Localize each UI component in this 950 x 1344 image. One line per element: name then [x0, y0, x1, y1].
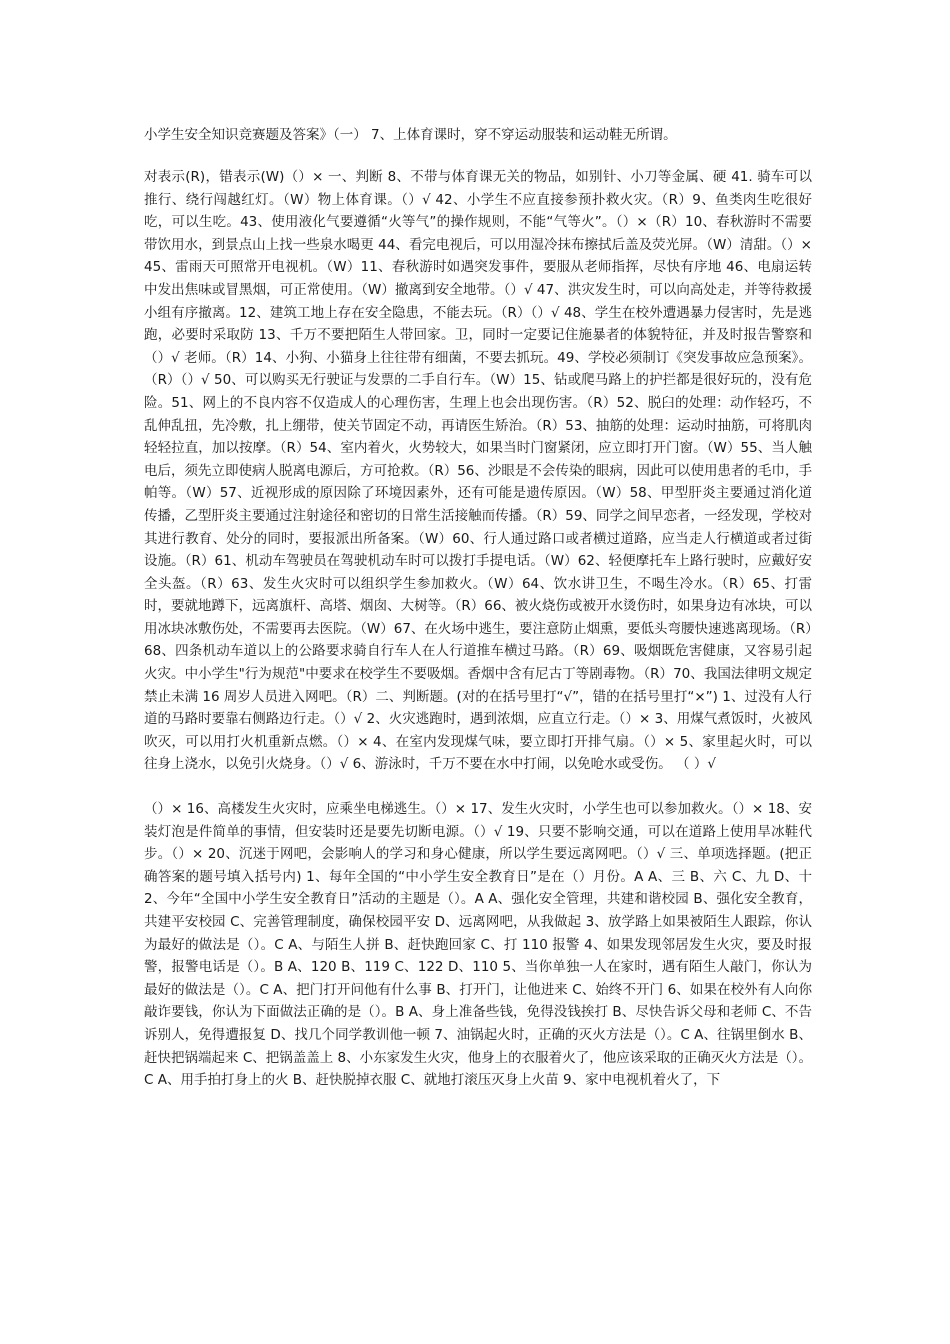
- paragraph-true-false-questions: 对表示(R)，错表示(W)（）× 一、判断 8、不带与体育课无关的物品，如别针、小刀等金属、硬 41. 骑车可以推行、绕行闯越红灯。（W）物上体育课。（）√ 42、小学生不应直接参预扑救火灾。（R）9、鱼类肉生吃很好吃，可以生吃。43、使用液化气要遵循“火等气”的操作规则，不能“气等火”。（）×（R）10、春秋游时不需要带饮用水，到景点山上找一些泉水喝更 44、看完电视后，可以用湿冷抹布擦拭后盖及荧光屏。（W）清甜。（）× 45、雷雨天可照常开电视机。（W）11、春秋游时如遇突发事件，要服从老师指挥，尽快有序地 46、电扇运转中发出焦味或冒黑烟，可正常使用。（W）撤离到安全地带。（）√ 47、洪灾发生时，可以向高处走，并等待救援小组有序撤离。12、建筑工地上存在安全隐患，不能去玩。（R）（）√ 48、学生在校外遭遇暴力侵害时，先是逃跑，必要时采取防 13、千万不要把陌生人带回家。卫，同时一定要记住施暴者的体貌特征，并及时报告警察和（）√ 老师。（R）14、小狗、小猫身上往往带有细菌，不要去抓玩。49、学校必须制订《突发事故应急预案》。（R）（）√ 50、可以购买无行驶证与发票的二手自行车。（W）15、钻或爬马路上的护拦都是很好玩的，没有危险。51、网上的不良内容不仅造成人的心理伤害，生理上也会出现伤害。（R）52、脱臼的处理：动作轻巧，不乱伸乱扭，先冷敷，扎上绷带，使关节固定不动，再请医生矫治。（R）53、抽筋的处理：运动时抽筋，可将肌肉轻轻拉直，加以按摩。（R）54、室内着火，火势较大，如果当时门窗紧闭，应立即打开门窗。（W）55、当人触电后，须先立即使病人脱离电源后，方可抢救。（R）56、沙眼是不会传染的眼病，因此可以使用患者的毛巾，手帕等。（W）57、近视形成的原因除了环境因素外，还有可能是遗传原因。（W）58、甲型肝炎主要通过消化道传播，乙型肝炎主要通过注射途径和密切的日常生活接触而传播。（R）59、同学之间早恋者，一经发现，学校对其进行教育、处分的同时，要报派出所备案。（W）60、行人通过路口或者横过道路，应当走人行横道或者过街设施。（R）61、机动车驾驶员在驾驶机动车时可以拨打手提电话。（W）62、轻便摩托车上路行驶时，应戴好安全头盔。（R）63、发生火灾时可以组织学生参加救火。（W）64、饮水讲卫生，不喝生冷水。（R）65、打雷时，要就地蹲下，远离旗杆、高塔、烟囱、大树等。（R）66、被火烧伤或被开水烫伤时，如果身边有冰块，可以用冰块冰敷伤处，不需要再去医院。（W）67、在火场中逃生，要注意防止烟熏，要低头弯腰快速逃离现场。（R）68、四条机动车道以上的公路要求骑自行车人在人行道推车横过马路。（R）69、吸烟既危害健康，又容易引起火灾。中小学生"行为规范"中要求在校学生不要吸烟。香烟中含有尼古丁等剧毒物。（R）70、我国法律明文规定禁止未满 16 周岁人员进入网吧。（R）二、判断题。(对的在括号里打“√”，错的在括号里打“×”) 1、过没有人行道的马路时要靠右侧路边行走。（）√ 2、火灾逃跑时，遇到浓烟，应直立行走。（）× 3、用煤气煮饭时，火被风吹灭，可以用打火机重新点燃。（）× 4、在室内发现煤气味，要立即打开排气扇。（）× 5、家里起火时，可以往身上浇水，以免引火烧身。（）√ 6、游泳时，千万不要在水中打闹，以免呛水或受伤。 （ ）√: [144, 169, 812, 773]
- document-title-line: 小学生安全知识竞赛题及答案》（一） 7、上体育课时，穿不穿运动服装和运动鞋无所谓。: [144, 127, 677, 143]
- paragraph-gap: [144, 776, 812, 798]
- document-page: [144, 124, 812, 1092]
- paragraph-choice-questions: （）× 16、高楼发生火灾时，应乘坐电梯逃生。（）× 17、发生火灾时，小学生也可以参加救火。（）× 18、安装灯泡是件简单的事情，但安装时还是要先切断电源。（）√ 19、只要不影响交通，可以在道路上使用旱冰鞋代步。（）× 20、沉迷于网吧，会影响人的学习和身心健康，所以学生要远离网吧。（）√ 三、单项选择题。(把正确答案的题号填入括号内) 1、每年全国的“中小学生安全教育日”是在（）月份。A A、三 B、六 C、九 D、十 2、今年“全国中小学生安全教育日”活动的主题是（）。A A、强化安全管理，共建和谐校园 B、强化安全教育，共建平安校园 C、完善管理制度，确保校园平安 D、远离网吧，从我做起 3、放学路上如果被陌生人跟踪，你认为最好的做法是（）。C A、与陌生人拼 B、赶快跑回家 C、打 110 报警 4、如果发现邻居发生火灾，要及时报警，报警电话是（）。B A、120 B、119 C、122 D、110 5、当你单独一人在家时，遇有陌生人敲门，你认为最好的做法是（）。C A、把门打开问他有什么事 B、打开门，让他进来 C、始终不开门 6、如果在校外有人向你敲诈要钱，你认为下面做法正确的是（）。B A、身上准备些钱，免得没钱挨打 B、尽快告诉父母和老师 C、不告诉别人，免得遭报复 D、找几个同学教训他一顿 7、油锅起火时，正确的灭火方法是（）。C A、往锅里倒水 B、赶快把锅端起来 C、把锅盖盖上 8、小东家发生火灾，他身上的衣服着火了，他应该采取的正确灭火方法是（）。C A、用手拍打身上的火 B、赶快脱掉衣服 C、就地打滚压灭身上火苗 9、家中电视机着火了，下: [144, 801, 812, 1089]
